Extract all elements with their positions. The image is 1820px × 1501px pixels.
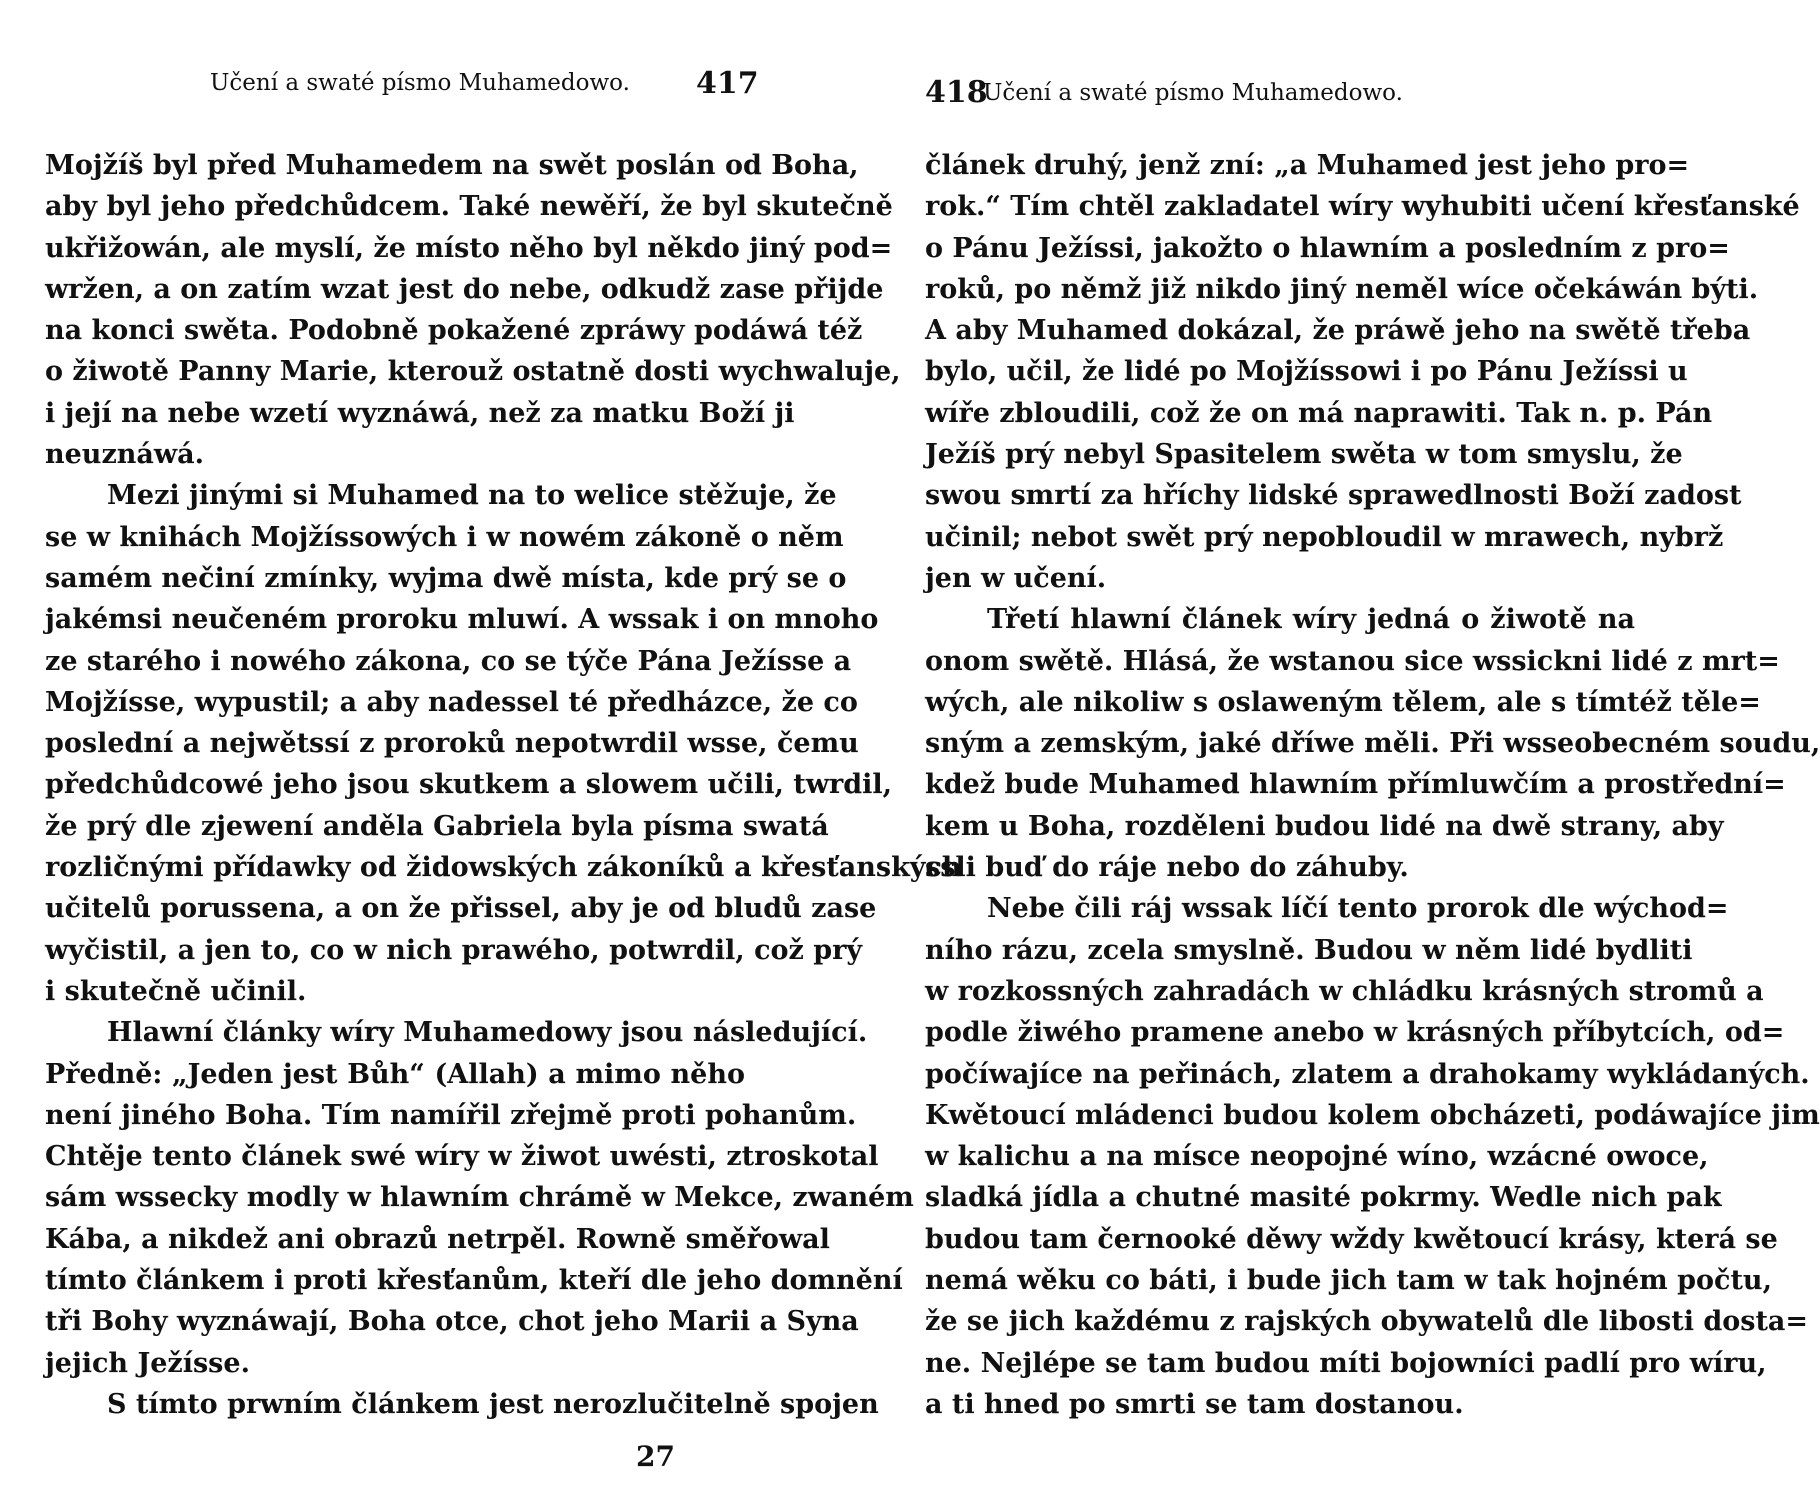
- right-page-number: 418: [925, 75, 988, 110]
- text-line: swou smrtí za hříchy lidské sprawedlnosti Boží zadost: [925, 480, 1742, 512]
- text-line: a ti hned po smrti se tam dostanou.: [925, 1388, 1464, 1420]
- text-line: se w knihách Mojžíssowých i w nowém zákoně o něm: [45, 521, 844, 553]
- text-line: předchůdcowé jeho jsou skutkem a slowem učili, twrdil,: [45, 769, 892, 801]
- text-line: wých, ale nikoliw s oslaweným tělem, ale s tímtéž těle=: [925, 686, 1761, 718]
- text-line: wíře zbloudili, což že on má naprawiti. Tak n. p. Pán: [925, 397, 1713, 429]
- text-line: Mezi jinými si Muhamed na to welice stěžuje, že: [107, 480, 837, 512]
- text-line: kem u Boha, rozděleni budou lidé na dwě strany, aby: [925, 810, 1724, 842]
- text-line: aby byl jeho předchůdcem. Také newěří, že byl skutečně: [45, 191, 893, 223]
- text-line: budou tam černooké děwy wždy kwětoucí krásy, která se: [925, 1223, 1778, 1255]
- text-line: bylo, učil, že lidé po Mojžíssowi i po Pánu Ježíssi u: [925, 356, 1688, 388]
- text-line: Třetí hlawní článek wíry jedná o žiwotě na: [987, 604, 1635, 636]
- left-page-body: [45, 145, 962, 1425]
- text-line: Mojžíš byl před Muhamedem na swět poslán od Boha,: [45, 150, 859, 181]
- text-line: že se jich každému z rajských obywatelů dle libosti dosta=: [925, 1306, 1809, 1338]
- text-line: sladká jídla a chutné masité pokrmy. Wedle nich pak: [925, 1182, 1722, 1214]
- text-line: ze starého i nowého zákona, co se týče Pána Ježísse a: [45, 645, 852, 677]
- text-line: ssli buď do ráje nebo do záhuby.: [925, 852, 1409, 884]
- text-line: i její na nebe wzetí wyznáwá, než za matku Boží ji: [45, 397, 795, 429]
- text-line: kdež bude Muhamed hlawním přímluwčím a prostřední=: [925, 769, 1786, 801]
- text-line: učinil; nebot swět prý nepobloudil w mrawech, nybrž: [925, 521, 1724, 553]
- text-line: wržen, a on zatím wzat jest do nebe, odkudž zase přijde: [45, 273, 884, 305]
- text-line: nemá wěku co báti, i bude jich tam w tak hojném počtu,: [925, 1265, 1772, 1297]
- text-line: není jiného Boha. Tím namířil zřejmě proti pohanům.: [45, 1099, 857, 1131]
- text-line: tímto článkem i proti křesťanům, kteří dle jeho domnění: [45, 1265, 903, 1297]
- text-line: i skutečně učinil.: [45, 975, 307, 1007]
- right-page-body: [925, 145, 1820, 1425]
- text-line: roků, po němž již nikdo jiný neměl wíce očekáwán býti.: [925, 273, 1759, 305]
- text-line: učitelů porussena, a on že přissel, aby je od bludů zase: [45, 893, 877, 925]
- text-line: jejich Ježísse.: [45, 1347, 250, 1379]
- text-line: S tímto prwním článkem jest nerozlučitelně spojen: [107, 1388, 879, 1420]
- text-line: ukřižowán, ale myslí, že místo něho byl někdo jiný pod=: [45, 232, 893, 264]
- text-line: článek druhý, jenž zní: „a Muhamed jest jeho pro=: [925, 150, 1690, 181]
- text-line: ního rázu, zcela smyslně. Budou w něm lidé bydliti: [925, 934, 1693, 966]
- text-line: o Pánu Ježíssi, jakožto o hlawním a posledním z pro=: [925, 232, 1730, 264]
- text-line: jen w učení.: [925, 562, 1107, 594]
- text-line: jakémsi neučeném proroku mluwí. A wssak i on mnoho: [45, 604, 879, 636]
- text-line: že prý dle zjewení anděla Gabriela byla písma swatá: [45, 810, 829, 842]
- text-line: o žiwotě Panny Marie, kterouž ostatně dosti wychwaluje,: [45, 356, 901, 388]
- right-page: [925, 0, 1820, 1501]
- text-line: w kalichu a na mísce neopojné wíno, wzácné owoce,: [925, 1141, 1709, 1173]
- text-line: podle žiwého pramene anebo w krásných příbytcích, od=: [925, 1017, 1785, 1049]
- right-running-header: Učení a swaté písmo Muhamedowo.: [983, 80, 1403, 106]
- text-line: neuznáwá.: [45, 439, 205, 471]
- text-line: ne. Nejlépe se tam budou míti bojowníci padlí pro wíru,: [925, 1347, 1767, 1379]
- text-line: Mojžísse, wypustil; a aby nadessel té předházce, že co: [45, 686, 858, 718]
- text-line: Ježíš prý nebyl Spasitelem swěta w tom smyslu, že: [925, 439, 1683, 471]
- text-line: rozličnými přídawky od židowských zákoníků a křesťanských: [45, 852, 962, 884]
- left-page-number: 417: [696, 66, 759, 101]
- text-line: Chtěje tento článek swé wíry w žiwot uwésti, ztroskotal: [45, 1141, 879, 1173]
- text-line: wyčistil, a jen to, co w nich prawého, potwrdil, což prý: [45, 934, 863, 966]
- text-line: Předně: „Jeden jest Bůh“ (Allah) a mimo něho: [45, 1058, 745, 1090]
- text-line: na konci swěta. Podobně pokažené zpráwy podáwá též: [45, 315, 863, 347]
- text-line: onom swětě. Hlásá, že wstanou sice wssickni lidé z mrt=: [925, 645, 1780, 677]
- left-running-header: Učení a swaté písmo Muhamedowo.: [210, 70, 630, 96]
- text-line: tři Bohy wyznáwají, Boha otce, chot jeho Marii a Syna: [45, 1306, 859, 1338]
- text-line: Nebe čili ráj wssak líčí tento prorok dle wýchod=: [987, 893, 1729, 925]
- text-line: Kwětoucí mládenci budou kolem obcházeti, podáwajíce jim: [925, 1099, 1820, 1131]
- text-line: A aby Muhamed dokázal, že práwě jeho na swětě třeba: [925, 315, 1751, 347]
- text-line: počíwajíce na peřinách, zlatem a drahokamy wykládaných.: [925, 1058, 1810, 1090]
- text-line: sným a zemským, jaké dříwe měli. Při wsseobecném soudu,: [925, 728, 1820, 760]
- text-line: poslední a nejwětssí z proroků nepotwrdil wsse, čemu: [45, 728, 859, 760]
- signature-mark: 27: [636, 1440, 675, 1473]
- text-line: Kába, a nikdež ani obrazů netrpěl. Rowně směřowal: [45, 1223, 830, 1255]
- text-line: sám wssecky modly w hlawním chrámě w Mekce, zwaném: [45, 1182, 914, 1214]
- text-line: w rozkossných zahradách w chládku krásných stromů a: [925, 975, 1764, 1007]
- text-line: Hlawní články wíry Muhamedowy jsou následující.: [107, 1017, 868, 1049]
- text-line: samém nečiní zmínky, wyjma dwě místa, kde prý se o: [45, 562, 847, 594]
- text-line: rok.“ Tím chtěl zakladatel wíry wyhubiti učení křesťanské: [925, 191, 1800, 223]
